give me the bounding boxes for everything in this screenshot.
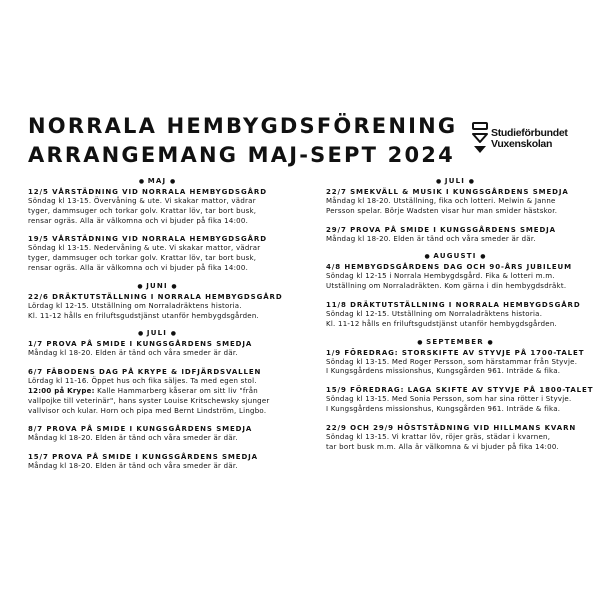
event-title: 22/9 OCH 29/9 HÖSTSTÄDNING VID HILLMANS KVARN xyxy=(326,423,577,432)
event-title: 19/5 VÅRSTÄDNING VID NORRALA HEMBYGDSGÅRD xyxy=(28,235,267,244)
month-label: MAJ xyxy=(147,177,167,185)
event-title: 15/7 PROVA PÅ SMIDE I KUNGSGÅRDENS SMEDJA xyxy=(28,453,258,462)
event-description: Söndag kl 13-15. Övervåning & ute. Vi skakar mattor, vädrar tyger, dammsuger och torkar golv. Krattar löv, tar bort busk, rensar ogräs. Alla är välkomna och vi bjuder på fika 14:00. xyxy=(28,197,257,225)
event-description: Söndag kl 13-15. Vi krattar löv, röjer gräs, städar i kvarnen, tar bort busk m.m. Alla är välkomna & vi bjuder på fika 14:00. xyxy=(326,432,560,451)
event-description: Måndag kl 18-20. Elden är tänd och våra smeder är där. xyxy=(326,234,536,243)
event-title: 6/7 FÄBODENS DAG PÅ KRYPE & IDFJÄRDSVALLEN xyxy=(28,368,262,377)
event-title: 15/9 FÖREDRAG: LAGA SKIFTE AV STYVJE PÅ 1800-TALET xyxy=(326,386,594,395)
event-title: 22/6 DRÄKTUTSTÄLLNING I NORRALA HEMBYGDSGÅRD xyxy=(28,292,283,301)
event-item xyxy=(28,367,286,416)
bullet-icon: ● xyxy=(137,282,143,290)
title-line-2: ARRANGEMANG MAJ-SEPT 2024 xyxy=(28,143,455,167)
event-description-lead: Lördag kl 11-16. Öppet hus och fika säljes. Ta med egen stol. xyxy=(28,377,257,386)
event-item xyxy=(326,300,584,330)
event-title: 12/5 VÅRSTÄDNING VID NORRALA HEMBYGDSGÅRD xyxy=(28,188,267,196)
event-title: 22/7 SMEKVÄLL & MUSIK I KUNGSGÅRDENS SMEDJA xyxy=(326,188,569,196)
event-item xyxy=(326,385,594,415)
bullet-icon: ● xyxy=(468,178,474,185)
month-label: JULI xyxy=(444,177,466,185)
month-label: JULI xyxy=(146,329,168,338)
studieforbundet-logo xyxy=(472,122,582,156)
bullet-icon: ● xyxy=(138,330,144,338)
event-item xyxy=(326,423,584,453)
month-header-maj xyxy=(28,177,286,186)
bullet-icon: ● xyxy=(480,253,486,261)
logo-text xyxy=(491,128,568,150)
right-column xyxy=(326,177,594,460)
event-item xyxy=(326,187,584,217)
event-title: 1/9 FÖREDRAG: STORSKIFTE AV STYVJE PÅ 1700-TALET xyxy=(326,348,585,357)
bullet-icon: ● xyxy=(417,338,423,346)
event-description: Söndag kl 12-15. Utställning om Norraladräktens historia. Kl. 11-12 hålls en friluftsgudstjänst utanför hembygdsgården. xyxy=(326,309,557,328)
month-header-juli xyxy=(326,177,584,186)
event-title: 1/7 PROVA PÅ SMIDE I KUNGSGÅRDENS SMEDJA xyxy=(28,340,253,349)
month-header-juli xyxy=(28,329,286,338)
event-description: Söndag kl 13-15. Nedervåning & ute. Vi skakar mattor, vädrar tyger, dammsuger och torkar golv. Krattar löv, tar bort busk, rensar ogräs. Alla är välkomna och vi bjuder på fika 14:00. xyxy=(28,244,261,272)
event-title: 11/8 DRÄKTUTSTÄLLNING I NORRALA HEMBYGDSGÅRD xyxy=(326,300,581,309)
event-item xyxy=(28,187,286,226)
event-description: Måndag kl 18-20. Elden är tänd och våra smeder är där. xyxy=(28,349,238,358)
event-description: Söndag kl 12-15 i Norrala Hembygdsgård. Fika & lotteri m.m. Utställning om Norraladräkten. Kom gärna i din hembygdsdräkt. xyxy=(326,272,567,291)
month-header-juni xyxy=(28,282,286,291)
event-description: Måndag kl 18-20. Elden är tänd och våra smeder är där. xyxy=(28,462,238,471)
event-description: Måndag kl 18-20. Elden är tänd och våra smeder är där. xyxy=(28,434,238,443)
title-line-1: NORRALA HEMBYGDSFÖRENING xyxy=(28,114,458,138)
bullet-icon: ● xyxy=(170,330,176,338)
event-item xyxy=(28,424,286,444)
page-title xyxy=(28,112,457,170)
event-item xyxy=(326,262,584,292)
event-item xyxy=(326,348,584,378)
logo-line-2: Vuxenskolan xyxy=(491,138,553,150)
month-header-augusti xyxy=(326,252,584,261)
bullet-icon: ● xyxy=(171,282,177,290)
bullet-icon: ● xyxy=(424,253,430,261)
event-item xyxy=(326,225,584,245)
event-title: 29/7 PROVA PÅ SMIDE I KUNGSGÅRDENS SMEDJA xyxy=(326,225,556,234)
bullet-icon: ● xyxy=(487,338,493,346)
event-description-rest: Kalle Hammarberg kåserar om sitt liv "från vallpojke till veterinär", hans syster Louise Kritschewsky sjunger vallvisor och kular. Horn och pipa med Bernt Lindström, Lingbo. xyxy=(28,386,270,415)
event-item xyxy=(28,339,286,359)
event-time-highlight: 12:00 på Krype: xyxy=(28,386,95,395)
month-label: JUNI xyxy=(146,281,168,290)
month-header-september xyxy=(326,338,584,347)
month-label: SEPTEMBER xyxy=(426,337,484,346)
event-description: Lördag kl 12-15. Utställning om Norraladräktens historia. Kl. 11-12 hålls en friluftsgudstjänst utanför hembygdsgården. xyxy=(28,301,259,320)
bullet-icon: ● xyxy=(436,178,442,185)
event-title: 4/8 HEMBYGDSGÅRDENS DAG OCH 90-ÅRS JUBILEUM xyxy=(326,263,572,272)
studieforbundet-logo-icon xyxy=(472,122,488,154)
event-description: Söndag kl 13-15. Med Roger Persson, som härstammar från Styvje. I Kungsgårdens missionshus, Kungsgården 961. Inträde & fika. xyxy=(326,357,578,376)
bullet-icon: ● xyxy=(138,178,145,185)
logo-line-1: Studieförbundet xyxy=(491,127,568,139)
event-title: 8/7 PROVA PÅ SMIDE I KUNGSGÅRDENS SMEDJA xyxy=(28,425,253,434)
bullet-icon: ● xyxy=(169,178,176,185)
event-description xyxy=(28,377,286,416)
event-description: Söndag kl 13-15. Med Sonia Persson, som har sina rötter i Styvje. I Kungsgårdens missionshus, Kungsgården 961. Inträde & fika. xyxy=(326,395,572,413)
event-description: Måndag kl 18-20. Utställning, fika och lotteri. Melwin & Janne Persson spelar. Börje Wadsten visar hur man smider hästskor. xyxy=(326,197,558,215)
event-item xyxy=(28,452,286,472)
event-item xyxy=(28,234,286,273)
month-label: AUGUSTI xyxy=(433,252,477,261)
event-item xyxy=(28,292,286,322)
left-column xyxy=(28,177,286,480)
